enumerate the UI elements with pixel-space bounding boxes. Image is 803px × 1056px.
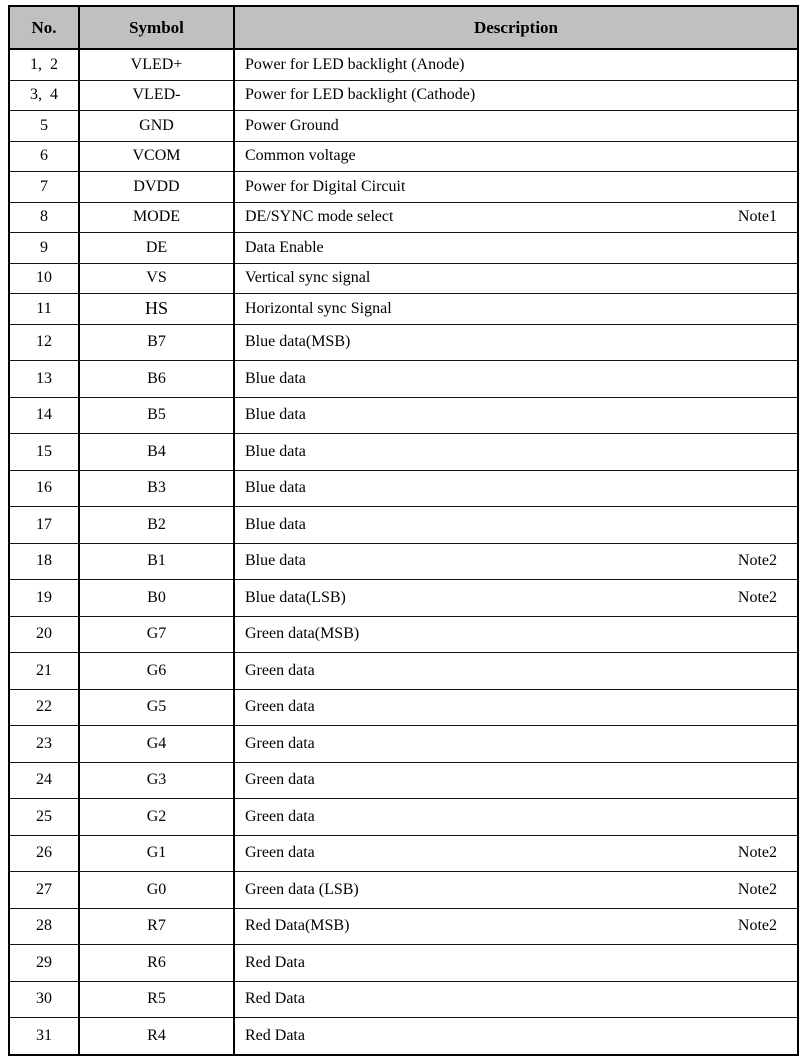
- cell-description: [234, 799, 798, 836]
- note-label: Note2: [737, 588, 777, 606]
- cell-description: [234, 835, 798, 872]
- cell-pin-number: 1, 2: [9, 49, 79, 80]
- cell-description: [234, 141, 798, 172]
- cell-description: [234, 294, 798, 325]
- table-row: [9, 543, 798, 580]
- description-text: Blue data: [245, 406, 306, 424]
- table-row: [9, 111, 798, 142]
- cell-pin-number: 23: [9, 726, 79, 763]
- cell-symbol: R7: [79, 908, 234, 945]
- cell-symbol: B2: [79, 507, 234, 544]
- table-row: [9, 294, 798, 325]
- note-label: Note2: [737, 844, 777, 862]
- header-row: [9, 6, 798, 49]
- cell-symbol: DVDD: [79, 172, 234, 203]
- cell-symbol: VCOM: [79, 141, 234, 172]
- cell-pin-number: 5: [9, 111, 79, 142]
- description-text: Green data: [245, 807, 315, 825]
- table-body: [9, 49, 798, 1055]
- cell-description: [234, 653, 798, 690]
- cell-description: [234, 361, 798, 398]
- cell-symbol: B0: [79, 580, 234, 617]
- table-row: [9, 653, 798, 690]
- cell-description: [234, 202, 798, 233]
- table-row: [9, 872, 798, 909]
- description-text: Green data: [245, 698, 315, 716]
- cell-description: [234, 762, 798, 799]
- description-text: Blue data: [245, 369, 306, 387]
- table-row: [9, 233, 798, 264]
- column-header-description: Description: [234, 6, 798, 49]
- cell-pin-number: 12: [9, 324, 79, 361]
- cell-description: [234, 470, 798, 507]
- cell-description: [234, 263, 798, 294]
- cell-description: [234, 945, 798, 982]
- cell-pin-number: 27: [9, 872, 79, 909]
- table-row: [9, 762, 798, 799]
- note-label: Note2: [737, 552, 777, 570]
- cell-symbol: B5: [79, 397, 234, 434]
- cell-symbol: VLED+: [79, 49, 234, 80]
- table-row: [9, 908, 798, 945]
- table-row: [9, 263, 798, 294]
- cell-symbol: MODE: [79, 202, 234, 233]
- cell-pin-number: 29: [9, 945, 79, 982]
- column-header-symbol: Symbol: [79, 6, 234, 49]
- cell-symbol: VS: [79, 263, 234, 294]
- cell-pin-number: 31: [9, 1018, 79, 1055]
- cell-description: [234, 80, 798, 111]
- cell-symbol: DE: [79, 233, 234, 264]
- description-text: Red Data(MSB): [245, 917, 350, 935]
- cell-symbol: B3: [79, 470, 234, 507]
- cell-symbol: G5: [79, 689, 234, 726]
- column-header-no: No.: [9, 6, 79, 49]
- cell-symbol: VLED-: [79, 80, 234, 111]
- cell-description: [234, 616, 798, 653]
- cell-pin-number: 3, 4: [9, 80, 79, 111]
- cell-pin-number: 11: [9, 294, 79, 325]
- table-row: [9, 945, 798, 982]
- description-text: Green data: [245, 734, 315, 752]
- cell-pin-number: 20: [9, 616, 79, 653]
- note-label: Note2: [737, 880, 777, 898]
- description-text: Green data (LSB): [245, 880, 359, 898]
- note-label: Note1: [737, 208, 777, 226]
- description-text: Common voltage: [245, 147, 356, 165]
- cell-pin-number: 28: [9, 908, 79, 945]
- description-text: Blue data(MSB): [245, 333, 351, 351]
- table-row: [9, 202, 798, 233]
- table-row: [9, 1018, 798, 1055]
- description-text: Blue data: [245, 442, 306, 460]
- cell-description: [234, 1018, 798, 1055]
- description-text: Data Enable: [245, 238, 324, 256]
- cell-description: [234, 908, 798, 945]
- note-label: Note2: [737, 917, 777, 935]
- cell-description: [234, 543, 798, 580]
- cell-description: [234, 580, 798, 617]
- description-text: Blue data: [245, 552, 306, 570]
- table-row: [9, 49, 798, 80]
- cell-symbol: HS: [79, 294, 234, 325]
- table-row: [9, 434, 798, 471]
- table-row: [9, 397, 798, 434]
- description-text: Green data: [245, 771, 315, 789]
- description-text: Power for Digital Circuit: [245, 177, 406, 195]
- table-row: [9, 172, 798, 203]
- description-text: Blue data: [245, 515, 306, 533]
- cell-pin-number: 15: [9, 434, 79, 471]
- description-text: Vertical sync signal: [245, 269, 371, 287]
- cell-symbol: R6: [79, 945, 234, 982]
- description-text: Red Data: [245, 953, 305, 971]
- cell-symbol: G3: [79, 762, 234, 799]
- cell-pin-number: 30: [9, 981, 79, 1018]
- cell-symbol: R5: [79, 981, 234, 1018]
- cell-pin-number: 9: [9, 233, 79, 264]
- cell-symbol: B1: [79, 543, 234, 580]
- cell-description: [234, 397, 798, 434]
- table-row: [9, 799, 798, 836]
- cell-pin-number: 14: [9, 397, 79, 434]
- description-text: Power for LED backlight (Anode): [245, 55, 465, 73]
- cell-pin-number: 17: [9, 507, 79, 544]
- description-text: Red Data: [245, 990, 305, 1008]
- cell-description: [234, 49, 798, 80]
- cell-description: [234, 233, 798, 264]
- table-row: [9, 616, 798, 653]
- description-text: Blue data: [245, 479, 306, 497]
- cell-symbol: G0: [79, 872, 234, 909]
- table-row: [9, 981, 798, 1018]
- cell-symbol: B6: [79, 361, 234, 398]
- table-row: [9, 361, 798, 398]
- cell-description: [234, 111, 798, 142]
- table-row: [9, 689, 798, 726]
- cell-description: [234, 872, 798, 909]
- table-row: [9, 580, 798, 617]
- description-text: DE/SYNC mode select: [245, 208, 394, 226]
- cell-description: [234, 172, 798, 203]
- cell-pin-number: 22: [9, 689, 79, 726]
- cell-symbol: GND: [79, 111, 234, 142]
- table-row: [9, 324, 798, 361]
- cell-description: [234, 726, 798, 763]
- description-text: Blue data(LSB): [245, 588, 346, 606]
- cell-description: [234, 689, 798, 726]
- cell-description: [234, 324, 798, 361]
- cell-pin-number: 25: [9, 799, 79, 836]
- description-text: Red Data: [245, 1026, 305, 1044]
- description-text: Power for LED backlight (Cathode): [245, 86, 476, 104]
- cell-description: [234, 434, 798, 471]
- description-text: Horizontal sync Signal: [245, 299, 392, 317]
- cell-pin-number: 13: [9, 361, 79, 398]
- table-row: [9, 726, 798, 763]
- cell-pin-number: 6: [9, 141, 79, 172]
- cell-pin-number: 26: [9, 835, 79, 872]
- table-row: [9, 507, 798, 544]
- cell-pin-number: 10: [9, 263, 79, 294]
- cell-symbol: B4: [79, 434, 234, 471]
- pin-description-table: [8, 5, 799, 1056]
- cell-symbol: R4: [79, 1018, 234, 1055]
- cell-description: [234, 981, 798, 1018]
- description-text: Green data: [245, 661, 315, 679]
- cell-symbol: G4: [79, 726, 234, 763]
- cell-pin-number: 18: [9, 543, 79, 580]
- cell-symbol: G1: [79, 835, 234, 872]
- description-text: Green data: [245, 844, 315, 862]
- cell-pin-number: 8: [9, 202, 79, 233]
- description-text: Power Ground: [245, 116, 339, 134]
- table-row: [9, 835, 798, 872]
- cell-pin-number: 16: [9, 470, 79, 507]
- cell-symbol: G2: [79, 799, 234, 836]
- description-text: Green data(MSB): [245, 625, 360, 643]
- cell-pin-number: 7: [9, 172, 79, 203]
- cell-symbol: G6: [79, 653, 234, 690]
- cell-symbol: B7: [79, 324, 234, 361]
- table-row: [9, 80, 798, 111]
- cell-pin-number: 21: [9, 653, 79, 690]
- table-row: [9, 141, 798, 172]
- cell-description: [234, 507, 798, 544]
- cell-pin-number: 19: [9, 580, 79, 617]
- cell-symbol: G7: [79, 616, 234, 653]
- cell-pin-number: 24: [9, 762, 79, 799]
- table-row: [9, 470, 798, 507]
